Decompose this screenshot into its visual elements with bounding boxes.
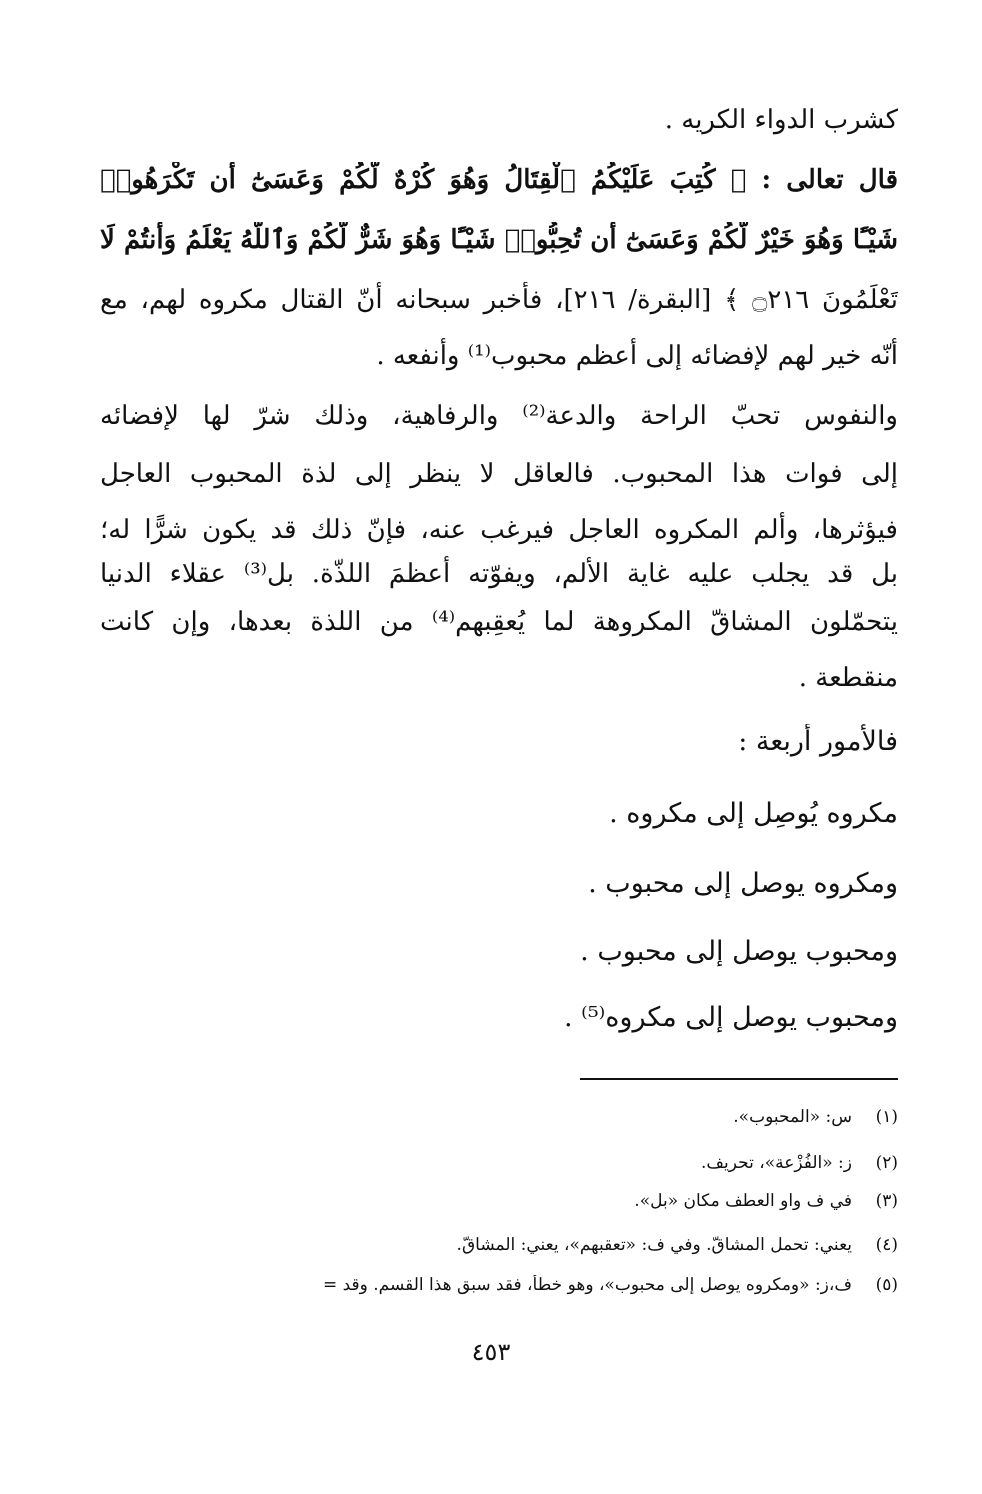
- quran-verse-line: شَيْـًٔا وَهُوَ خَيْرٌ لَّكُمْ وَعَسَىٰٓ أَن تُحِبُّوا۟ شَيْـًٔا وَهُوَ شَرٌّ لَّكُمْ وَٱللَّهُ يَعْلَمُ وَأَنتُمْ لَا: [100, 225, 898, 255]
- footnote-text: ف،ز: «ومكروه يوصل إلى محبوب»، وهو خطأ، فقد سبق هذا القسم. وقد =: [322, 1275, 852, 1295]
- text-line: تَعْلَمُونَ ۝٢١٦ ﴾ [البقرة/ ٢١٦]، فأخبر سبحانه أنّ القتال مكروه لهم، مع: [100, 285, 898, 315]
- footnote: [100, 1188, 898, 1214]
- footnote-number: (٣): [875, 1191, 898, 1211]
- footnote-separator: [580, 1078, 898, 1080]
- footnote-text: ز: «الفُزْعة»، تحريف.: [701, 1153, 852, 1173]
- footnote-text: في ف واو العطف مكان «بل».: [634, 1191, 852, 1211]
- text-line: بل قد يجلب عليه غاية الألم، ويفوّته أعظمَ اللذّة. بل⁽³⁾ عقلاء الدنيا: [100, 559, 898, 589]
- list-item: ومحبوب يوصل إلى مكروه⁽⁵⁾ .: [564, 1002, 898, 1033]
- text-line: والنفوس تحبّ الراحة والدعة⁽²⁾ والرفاهية، وذلك شرّ لها لإفضائه: [100, 401, 898, 431]
- text-line: يتحمّلون المشاقّ المكروهة لما يُعقِبهم⁽⁴⁾ من اللذة بعدها، وإن كانت: [100, 607, 898, 637]
- text-line: كشرب الدواء الكريه .: [664, 105, 898, 135]
- footnote-text: يعني: تحمل المشاقّ. وفي ف: «تعقبهم»، يعني: المشاقّ.: [456, 1235, 852, 1255]
- text-line: أنّه خير لهم لإفضائه إلى أعظم محبوب⁽¹⁾ وأنفعه .: [376, 341, 898, 371]
- footnote: [100, 1272, 898, 1298]
- list-item: ومكروه يوصل إلى محبوب .: [588, 868, 898, 899]
- list-heading: فالأمور أربعة :: [738, 726, 898, 757]
- footnote: [100, 1150, 898, 1176]
- book-page: [100, 0, 898, 1494]
- text-line: إلى فوات هذا المحبوب. فالعاقل لا ينظر إلى لذة المحبوب العاجل: [100, 459, 898, 489]
- footnote: [100, 1232, 898, 1258]
- list-item: ومحبوب يوصل إلى محبوب .: [580, 936, 898, 967]
- footnote-number: (٤): [875, 1235, 898, 1255]
- footnote-number: (٢): [875, 1153, 898, 1173]
- quran-verse-line: قال تعالى : ﴿ كُتِبَ عَلَيْكُمُ ٱلْقِتَالُ وَهُوَ كُرْهٌ لَّكُمْ وَعَسَىٰٓ أَن تَكْرَهُوا۟: [100, 165, 898, 195]
- page-number: ٤٥٣: [471, 1338, 511, 1366]
- footnote-number: (١): [875, 1107, 898, 1127]
- list-item: مكروه يُوصِل إلى مكروه .: [609, 798, 898, 829]
- footnote-text: س: «المحبوب».: [733, 1107, 852, 1127]
- footnote-number: (٥): [875, 1275, 898, 1295]
- text-line: فيؤثرها، وألم المكروه العاجل فيرغب عنه، فإنّ ذلك قد يكون شرًّا له؛: [100, 515, 898, 545]
- text-line: منقطعة .: [798, 663, 898, 693]
- footnote: [100, 1104, 898, 1130]
